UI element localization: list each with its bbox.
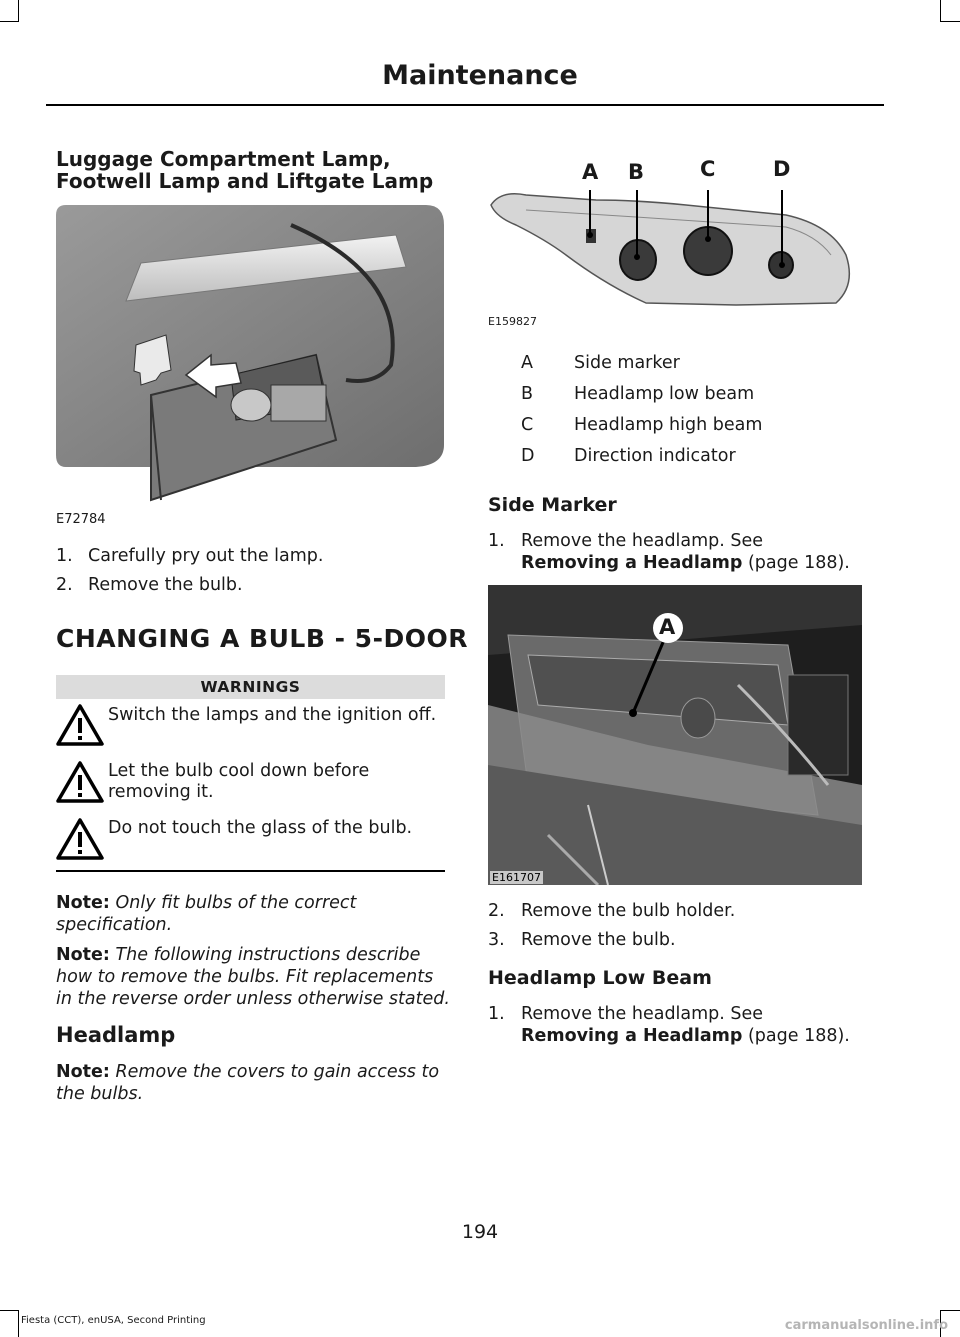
step-number: 1. [56, 546, 73, 566]
legend-letter: D [521, 446, 535, 466]
legend-letter: A [521, 353, 533, 373]
section-title-line-1: Luggage Compartment Lamp, [56, 147, 391, 171]
legend-text: Direction indicator [574, 446, 736, 466]
side-marker-heading: Side Marker [488, 494, 617, 516]
note-2: Note: The following instructions describe [56, 945, 421, 965]
callout-a: A [582, 160, 599, 184]
lb-step-1-text: Remove the headlamp. See [521, 1004, 764, 1024]
crop-mark [18, 1310, 19, 1337]
figure-label-e159827: E159827 [488, 315, 537, 328]
legend-text: Headlamp low beam [574, 384, 755, 404]
low-beam-heading: Headlamp Low Beam [488, 967, 712, 989]
sm-step-1-link-line: Removing a Headlamp (page 188). [521, 553, 850, 573]
watermark: carmanualsonline.info [784, 1318, 948, 1333]
callout-b: B [628, 160, 645, 184]
step-2-text: Remove the bulb. [88, 575, 243, 595]
callout-c: C [700, 157, 716, 181]
crop-mark [940, 21, 960, 22]
removing-headlamp-link[interactable]: Removing a Headlamp [521, 1026, 743, 1046]
note-1: Note: Only fit bulbs of the correct [56, 893, 357, 913]
crop-mark [0, 1310, 19, 1311]
warnings-bar: WARNINGS [56, 675, 445, 699]
section-title-line-2: Footwell Lamp and Liftgate Lamp [56, 169, 434, 193]
crop-mark [0, 21, 19, 22]
note-2-line-3: in the reverse order unless otherwise stated. [56, 989, 450, 1009]
step-number: 2. [56, 575, 73, 595]
step-number: 3. [488, 930, 505, 950]
warning-text-2b: removing it. [108, 782, 214, 802]
legend-text: Headlamp high beam [574, 415, 763, 435]
step-number: 1. [488, 1004, 505, 1024]
note-2-line-2: how to remove the bulbs. Fit replacements [56, 967, 434, 987]
step-1-text: Carefully pry out the lamp. [88, 546, 324, 566]
warnings-rule [56, 870, 445, 872]
headlamp-figure [486, 155, 866, 335]
legend-letter: C [521, 415, 534, 435]
warning-triangle-icon [56, 760, 104, 804]
callout-a: A [659, 615, 676, 639]
lamp-figure [56, 205, 444, 505]
note-1-line-2: specification. [56, 915, 173, 935]
page-number: 194 [461, 1221, 499, 1243]
sm-step-2-text: Remove the bulb holder. [521, 901, 736, 921]
crop-mark [940, 1310, 960, 1311]
header-rule [46, 104, 884, 106]
crop-mark [940, 0, 941, 22]
callout-d: D [773, 157, 791, 181]
warning-text-1: Switch the lamps and the ignition off. [108, 705, 437, 725]
warning-triangle-icon [56, 703, 104, 747]
note-3: Note: Remove the covers to gain access to [56, 1062, 440, 1082]
legend-letter: B [521, 384, 534, 404]
sm-step-1-text: Remove the headlamp. See [521, 531, 764, 551]
edition-text: Fiesta (CCT), enUSA, Second Printing [21, 1315, 206, 1326]
changing-bulb-heading: CHANGING A BULB - 5-DOOR [56, 624, 468, 653]
warning-triangle-icon [56, 817, 104, 861]
lb-step-1-link-line: Removing a Headlamp (page 188). [521, 1026, 850, 1046]
sm-step-3-text: Remove the bulb. [521, 930, 676, 950]
removing-headlamp-link[interactable]: Removing a Headlamp [521, 553, 743, 573]
crop-mark [18, 0, 19, 22]
note-3-line-2: the bulbs. [56, 1084, 144, 1104]
page-header-title: Maintenance [382, 60, 578, 91]
legend-text: Side marker [574, 353, 680, 373]
headlamp-heading: Headlamp [56, 1023, 176, 1047]
step-number: 1. [488, 531, 505, 551]
figure-label-e161707: E161707 [492, 871, 541, 884]
figure-label-e72784: E72784 [56, 512, 106, 527]
warning-text-2: Let the bulb cool down before [108, 761, 370, 781]
step-number: 2. [488, 901, 505, 921]
warning-text-3: Do not touch the glass of the bulb. [108, 818, 413, 838]
